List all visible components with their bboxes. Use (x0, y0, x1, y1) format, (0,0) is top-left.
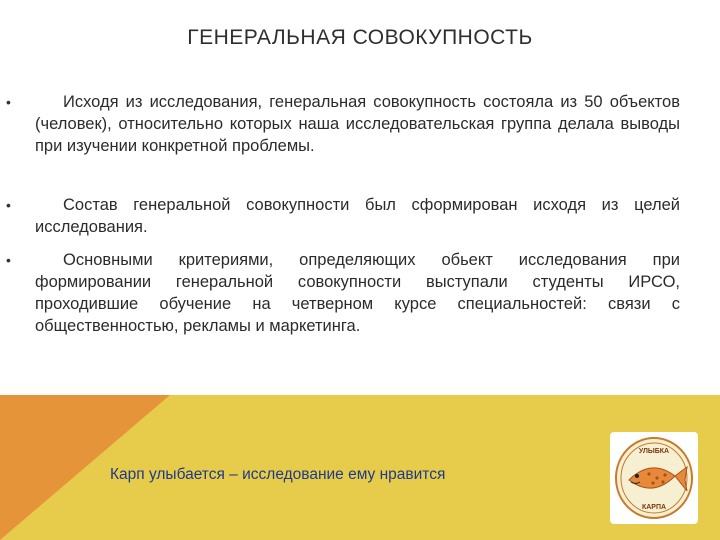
logo (610, 432, 698, 524)
bullet-item (6, 194, 680, 238)
footer-caption: Карп улыбается – исследование ему нравится (110, 466, 446, 483)
footer-band (0, 395, 720, 540)
bullet-item (6, 249, 680, 337)
slide-title: ГЕНЕРАЛЬНАЯ СОВОКУПНОСТЬ (187, 26, 533, 49)
smiling-fish-logo-icon (613, 436, 695, 520)
bullet-text: Исходя из исследования, генеральная совокупность состояла из 50 объектов (человек), относительно которых наша исследовательская группа делала выводы при изучении конкретной проблемы. (35, 93, 680, 155)
bullet-text: Состав генеральной совокупности был сформирован исходя из целей исследования. (35, 196, 680, 236)
logo-top-text: УЛЫБКА (638, 448, 670, 455)
bullet-marker: • (6, 197, 11, 213)
bullet-marker: • (6, 252, 11, 268)
bullet-item (6, 91, 680, 157)
logo-bottom-text: КАРПА (641, 504, 667, 511)
bullet-text: Основными критериями, определяющих обьект исследования при формировании генеральной совокупности выступали студенты ИРСО, проходившие обучение на четверном курсе специальностей: связи с общественностью, рекламы и маркетинга. (35, 251, 680, 335)
bullet-marker: • (6, 94, 11, 110)
